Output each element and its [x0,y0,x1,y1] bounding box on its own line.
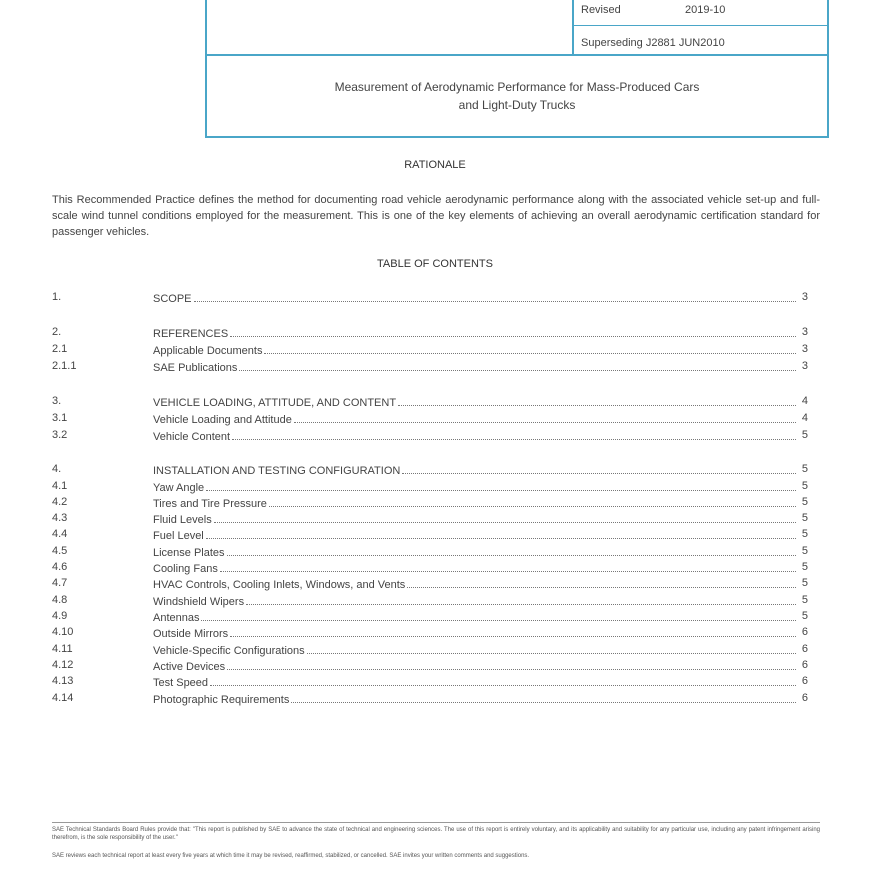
toc-entry-title-wrap [153,643,796,657]
toc-entry-page: 3 [801,326,808,338]
toc-leader-dots [210,675,796,686]
toc-entry-title-wrap [153,360,796,374]
toc-entry[interactable] [52,291,808,307]
toc-entry-number: 4.11 [52,643,73,655]
toc-entry-number: 4.14 [52,692,74,704]
toc-entry-title: License Plates [153,547,225,559]
toc-entry-page: 5 [801,480,808,492]
toc-entry-page: 3 [801,360,808,372]
toc-entry[interactable] [52,577,808,593]
toc-entry-page: 5 [801,577,808,589]
toc-entry-page: 4 [801,395,808,407]
toc-entry-title: Tires and Tire Pressure [153,498,267,510]
toc-entry[interactable] [52,343,808,359]
footer-rule [52,822,820,823]
toc-leader-dots [227,545,796,556]
toc-leader-dots [201,610,796,621]
toc-leader-dots [307,643,796,654]
toc-entry[interactable] [52,528,808,544]
toc-entry-page: 6 [801,626,808,638]
toc-entry-title: REFERENCES [153,328,229,340]
toc-entry[interactable] [52,512,808,528]
toc-entry[interactable] [52,610,808,626]
toc-leader-dots [230,326,796,337]
toc-entry-title: Vehicle Content [153,431,231,443]
superseding-text: Superseding J2881 JUN2010 [581,37,725,49]
header-row-divider [574,25,827,26]
toc-entry-title-wrap [153,326,796,340]
document-header-box [205,0,829,138]
toc-entry-number: 4.2 [52,496,68,508]
toc-entry[interactable] [52,675,808,691]
toc-entry-title: Applicable Documents [153,345,263,357]
toc-entry-title: VEHICLE LOADING, ATTITUDE, AND CONTENT [153,397,397,409]
toc-entry[interactable] [52,326,808,342]
toc-entry-number: 4.9 [52,610,68,622]
toc-leader-dots [269,496,796,507]
toc-entry-title-wrap [153,528,796,542]
toc-leader-dots [230,626,796,637]
toc-entry-title-wrap [153,594,796,608]
revised-date: 2019-10 [685,4,726,16]
toc-entry[interactable] [52,429,808,445]
toc-entry[interactable] [52,545,808,561]
toc-entry-number: 3.1 [52,412,68,424]
toc-entry-number: 4.3 [52,512,68,524]
toc-entry-page: 5 [801,545,808,557]
toc-leader-dots [402,463,796,474]
toc-entry-number: 3. [52,395,62,407]
toc-entry-title-wrap [153,512,796,526]
toc-leader-dots [227,659,796,670]
toc-entry[interactable] [52,594,808,610]
toc-leader-dots [246,594,796,605]
toc-entry-title-wrap [153,412,796,426]
toc-entry-page: 6 [801,692,808,704]
toc-entry-title: Active Devices [153,661,226,673]
toc-entry-page: 5 [801,512,808,524]
document-title [207,78,827,114]
toc-entry-number: 4.6 [52,561,68,573]
toc-entry-title-wrap [153,480,796,494]
toc-entry-title: Vehicle Loading and Attitude [153,414,292,426]
document-title-line2: and Light-Duty Trucks [458,98,576,112]
toc-entry-title: Outside Mirrors [153,628,229,640]
toc-entry-title: Cooling Fans [153,563,218,575]
header-top-section [207,0,827,56]
toc-heading: TABLE OF CONTENTS [377,258,493,270]
toc-entry-title: Fluid Levels [153,514,212,526]
toc-entry-number: 2.1.1 [52,360,77,372]
toc-leader-dots [232,429,796,440]
toc-entry-title-wrap [153,675,796,689]
toc-entry-title: HVAC Controls, Cooling Inlets, Windows, and Vents [153,579,406,591]
toc-entry-number: 4.7 [52,577,68,589]
toc-entry-number: 4.8 [52,594,68,606]
toc-entry-page: 5 [801,561,808,573]
toc-entry[interactable] [52,626,808,642]
toc-entry-number: 1. [52,291,62,303]
toc-entry[interactable] [52,463,808,479]
toc-entry-title: SAE Publications [153,362,238,374]
toc-entry[interactable] [52,395,808,411]
toc-entry[interactable] [52,659,808,675]
toc-leader-dots [264,343,796,354]
toc-entry-title: Antennas [153,612,200,624]
toc-entry-page: 5 [801,528,808,540]
toc-entry-page: 6 [801,643,808,655]
footer-notice-2: SAE reviews each technical report at least every five years at which time it may be revised, reaffirmed, stabilized, or cancelled. SAE invites your written comments and suggestions. [52,853,530,859]
toc-entry-number: 4.10 [52,626,74,638]
toc-entry-number: 3.2 [52,429,68,441]
toc-leader-dots [291,692,796,703]
toc-entry-title: Fuel Level [153,530,204,542]
toc-entry-number: 4.1 [52,480,68,492]
toc-entry-title-wrap [153,343,796,357]
toc-entry-title-wrap [153,659,796,673]
toc-leader-dots [206,480,796,491]
toc-entry[interactable] [52,480,808,496]
toc-entry-title: INSTALLATION AND TESTING CONFIGURATION [153,465,401,477]
toc-entry-title-wrap [153,463,796,477]
toc-leader-dots [239,360,796,371]
toc-entry[interactable] [52,496,808,512]
toc-entry-page: 3 [801,291,808,303]
toc-entry-title-wrap [153,545,796,559]
toc-entry-title: Test Speed [153,677,209,689]
toc-entry-title-wrap [153,577,796,591]
toc-entry-number: 4.12 [52,659,74,671]
toc-entry[interactable] [52,561,808,577]
toc-entry-number: 4. [52,463,62,475]
toc-leader-dots [294,412,796,423]
toc-leader-dots [220,561,796,572]
toc-entry-number: 4.13 [52,675,74,687]
toc-leader-dots [214,512,796,523]
toc-entry-title-wrap [153,692,796,706]
toc-entry[interactable] [52,412,808,428]
toc-entry[interactable] [52,360,808,376]
toc-entry[interactable] [52,692,808,708]
toc-entry-page: 6 [801,659,808,671]
toc-entry-page: 5 [801,610,808,622]
toc-entry-title-wrap [153,561,796,575]
toc-entry-page: 5 [801,496,808,508]
rationale-heading: RATIONALE [404,159,466,171]
toc-entry-page: 5 [801,594,808,606]
toc-entry-number: 2.1 [52,343,68,355]
toc-entry-title-wrap [153,395,796,409]
toc-leader-dots [398,395,796,406]
header-divider [572,0,574,54]
toc-entry-page: 4 [801,412,808,424]
toc-entry-page: 6 [801,675,808,687]
document-title-line1: Measurement of Aerodynamic Performance for Mass-Produced Cars [334,80,700,94]
toc-entry-title-wrap [153,496,796,510]
rationale-body: This Recommended Practice defines the method for documenting road vehicle aerodynamic performance along with the associated vehicle set-up and full-scale wind tunnel conditions employed for the measurement. This is one of the key elements of achieving an overall aerodynamic certification standard for passenger vehicles. [52,194,820,238]
toc-entry-title: Yaw Angle [153,482,205,494]
toc-entry-title-wrap [153,291,796,305]
toc-entry-title-wrap [153,429,796,443]
toc-entry-number: 4.5 [52,545,68,557]
toc-entry-title: SCOPE [153,293,192,305]
toc-entry-title: Photographic Requirements [153,694,290,706]
footer-notice-1: SAE Technical Standards Board Rules provide that: "This report is published by SAE to advance the state of technical and engineering sciences. The use of this report is entirely voluntary, and its applicability and suitability for any particular use, including any patent infringement arising therefrom, is the sole responsibility of the user." [52,827,820,841]
toc-leader-dots [206,528,796,539]
toc-entry-number: 2. [52,326,62,338]
toc-entry-page: 5 [801,463,808,475]
toc-entry-page: 5 [801,429,808,441]
revised-label: Revised [581,4,621,16]
toc-leader-dots [194,291,796,302]
toc-entry-title: Windshield Wipers [153,596,245,608]
toc-entry-title-wrap [153,610,796,624]
toc-entry-title: Vehicle-Specific Configurations [153,645,305,657]
toc-entry-page: 3 [801,343,808,355]
toc-entry-number: 4.4 [52,528,68,540]
toc-entry[interactable] [52,643,808,659]
toc-entry-title-wrap [153,626,796,640]
toc-leader-dots [407,577,796,588]
